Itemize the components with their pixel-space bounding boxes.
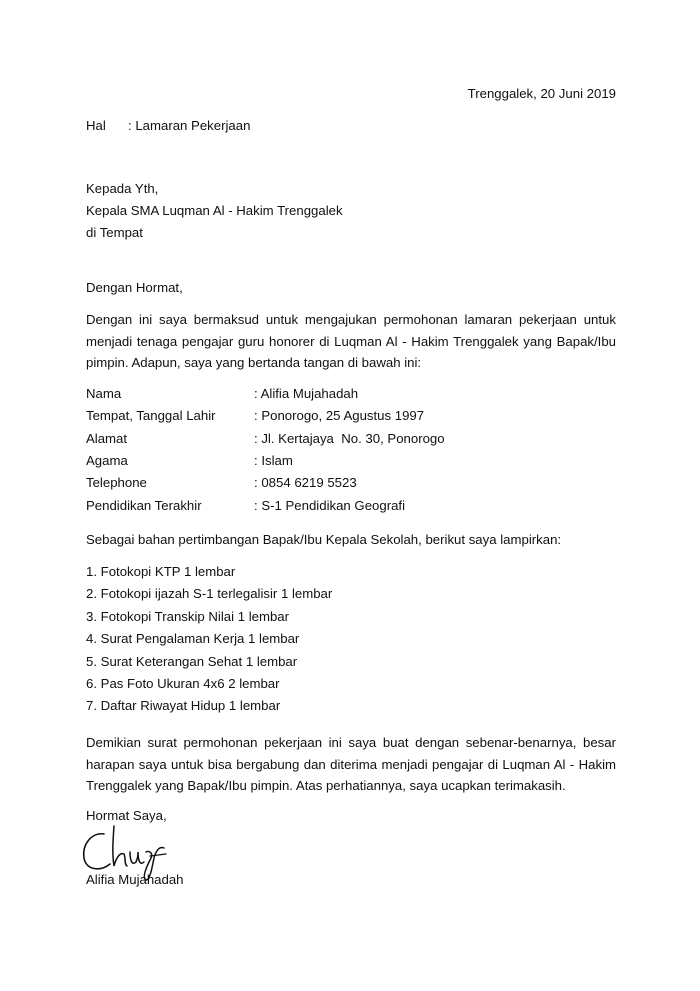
detail-row-phone: [86, 475, 357, 491]
detail-label: Nama: [86, 386, 122, 401]
attachments-list: [86, 564, 332, 721]
detail-row-religion: [86, 453, 293, 469]
detail-value: : Jl. Kertajaya No. 30, Ponorogo: [254, 431, 445, 446]
subject-line: [86, 118, 250, 134]
detail-label: Alamat: [86, 431, 128, 446]
intro-paragraph: Dengan ini saya bermaksud untuk mengajukan permohonan lamaran pekerjaan untuk menjadi tenaga pengajar guru honorer di Luqman Al - Hakim Trenggalek yang Bapak/Ibu pimpin. Adapun, saya yang bertanda tangan di bawah ini:: [86, 312, 616, 370]
letter-date: Trenggalek, 20 Juni 2019: [467, 86, 616, 101]
detail-value: : Islam: [254, 453, 293, 468]
detail-label: Tempat, Tanggal Lahir: [86, 408, 216, 423]
detail-row-birth: [86, 408, 424, 424]
detail-label: Telephone: [86, 475, 147, 490]
list-item: 6. Pas Foto Ukuran 4x6 2 lembar: [86, 675, 280, 691]
greeting: Dengan Hormat,: [86, 280, 183, 295]
recipient-line-2: Kepala SMA Luqman Al - Hakim Trenggalek: [86, 203, 343, 218]
list-item: 3. Fotokopi Transkip Nilai 1 lembar: [86, 608, 290, 624]
subject-label: Hal: [86, 118, 106, 133]
attachments-intro: Sebagai bahan pertimbangan Bapak/Ibu Kepala Sekolah, berikut saya lampirkan:: [86, 532, 562, 547]
signoff: Hormat Saya,: [86, 808, 167, 823]
detail-value: : 0854 6219 5523: [254, 475, 357, 490]
list-item: 4. Surat Pengalaman Kerja 1 lembar: [86, 631, 300, 647]
list-item: 1. Fotokopi KTP 1 lembar: [86, 564, 236, 579]
list-item: 5. Surat Keterangan Sehat 1 lembar: [86, 653, 298, 669]
recipient-line-3: di Tempat: [86, 225, 143, 240]
recipient-line-1: Kepada Yth,: [86, 181, 159, 196]
detail-label: Agama: [86, 453, 128, 468]
signer-name: Alifia Mujahadah: [86, 872, 184, 887]
detail-row-address: [86, 431, 445, 447]
detail-value: : Alifia Mujahadah: [254, 386, 359, 401]
subject-value: : Lamaran Pekerjaan: [128, 118, 251, 133]
detail-label: Pendidikan Terakhir: [86, 498, 202, 513]
detail-value: : S-1 Pendidikan Geografi: [254, 498, 406, 513]
detail-value: : Ponorogo, 25 Agustus 1997: [254, 408, 425, 423]
list-item: 2. Fotokopi ijazah S-1 terlegalisir 1 lembar: [86, 586, 333, 602]
detail-row-education: [86, 498, 405, 514]
list-item: 7. Daftar Riwayat Hidup 1 lembar: [86, 698, 281, 714]
closing-paragraph: Demikian surat permohonan pekerjaan ini saya buat dengan sebenar-benarnya, besar harapan saya untuk bisa bergabung dan diterima menjadi pengajar di Luqman Al - Hakim Trenggalek yang Bapak/Ibu pimpin. Atas perhatiannya, saya ucapkan terimakasih.: [86, 735, 616, 793]
detail-row-name: [86, 386, 358, 402]
